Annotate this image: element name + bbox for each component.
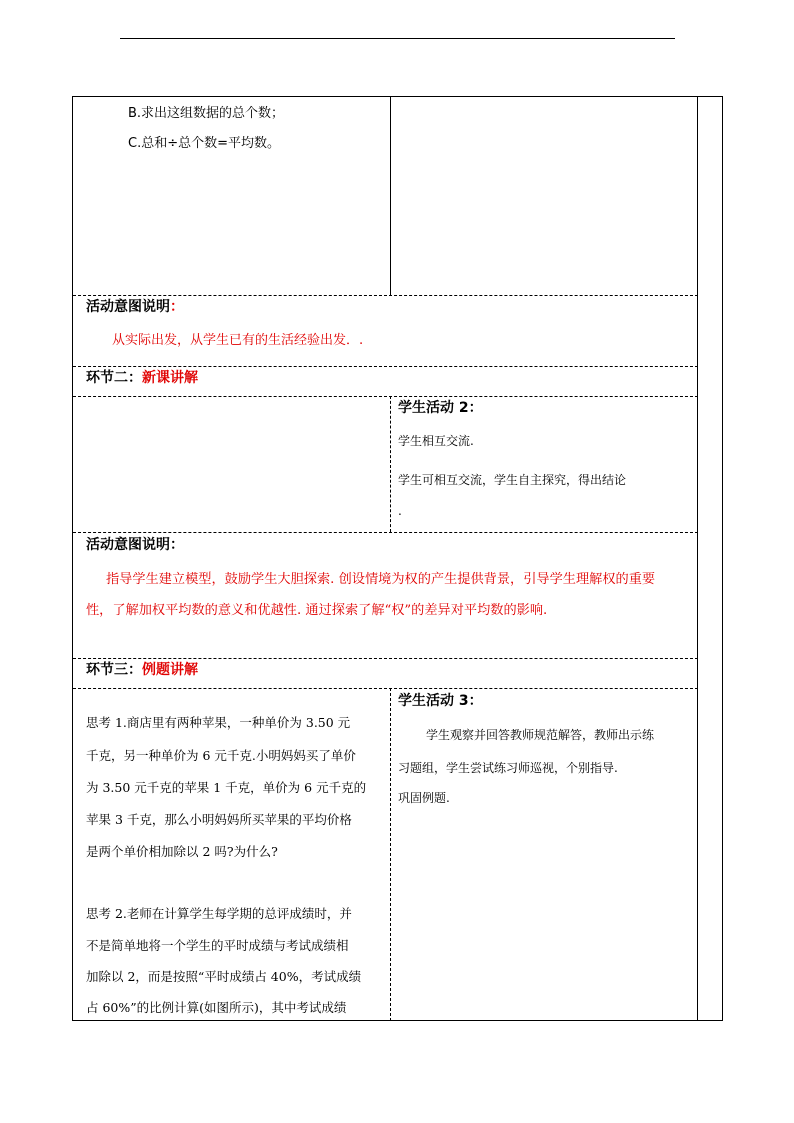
- row-divider-6: [73, 688, 698, 689]
- lesson-table: [72, 96, 723, 1021]
- intent-2-line-2: 性，了解加权平均数的意义和优越性. 通过探索了解“权”的差异对平均数的影响.: [86, 603, 548, 618]
- think-1-line-4: 苹果 3 千克，那么小明妈妈所买苹果的平均价格: [86, 812, 352, 827]
- think-1-line-1: 思考 1.商店里有两种苹果，一种单价为 3.50 元: [86, 715, 351, 730]
- think-2-line-2: 不是简单地将一个学生的平时成绩与考试成绩相: [86, 938, 349, 953]
- activity-2-title: 学生活动 2：: [398, 400, 483, 416]
- section-3-heading: 环节三：例题讲解: [86, 662, 198, 678]
- activity-2-line-2: 学生可相互交流，学生自主探究，得出结论: [398, 473, 627, 487]
- row1-column-divider: [390, 96, 391, 295]
- row4-column-divider: [390, 396, 391, 532]
- think-1-line-2: 千克，另一种单价为 6 元千克.小明妈妈买了单价: [86, 748, 356, 763]
- think-2-line-3: 加除以 2，而是按照“平时成绩占 40%，考试成绩: [86, 969, 362, 984]
- intent-2-heading: 活动意图说明：: [86, 537, 184, 553]
- row-divider-1: [73, 295, 698, 296]
- activity-2-line-3: .: [398, 504, 402, 518]
- row-divider-5: [73, 658, 698, 659]
- step-c-text: C.总和÷总个数=平均数。: [128, 136, 280, 151]
- think-2-line-1: 思考 2.老师在计算学生每学期的总评成绩时，并: [86, 906, 352, 921]
- intent-1-heading: 活动意图说明：: [86, 299, 184, 315]
- row-divider-3: [73, 396, 698, 397]
- intent-2-line-1: 指导学生建立模型，鼓励学生大胆探索. 创设情境为权的产生提供背景，引导学生理解权的重要: [106, 572, 656, 587]
- row-divider-4: [73, 532, 698, 533]
- think-2-line-4: 占 60%”的比例计算(如图所示)，其中考试成绩: [86, 1000, 347, 1015]
- table-right-column-line: [697, 96, 698, 1021]
- think-1-line-5: 是两个单价相加除以 2 吗?为什么?: [86, 844, 278, 859]
- row-divider-2: [73, 366, 698, 367]
- activity-2-line-1: 学生相互交流.: [398, 434, 474, 448]
- activity-3-line-3: 巩固例题.: [398, 791, 450, 805]
- intent-1-text: 从实际出发，从学生已有的生活经验出发．.: [112, 333, 364, 348]
- think-1-line-3: 为 3.50 元千克的苹果 1 千克，单价为 6 元千克的: [86, 780, 367, 795]
- activity-3-title: 学生活动 3：: [398, 693, 483, 709]
- activity-3-line-1: 学生观察并回答教师规范解答，教师出示练: [426, 728, 655, 742]
- activity-3-line-2: 习题组，学生尝试练习师巡视，个别指导.: [398, 761, 618, 775]
- section-2-heading: 环节二：新课讲解: [86, 370, 198, 386]
- row7-column-divider: [390, 688, 391, 1021]
- header-rule: [120, 38, 675, 39]
- step-b-text: B.求出这组数据的总个数；: [128, 106, 285, 121]
